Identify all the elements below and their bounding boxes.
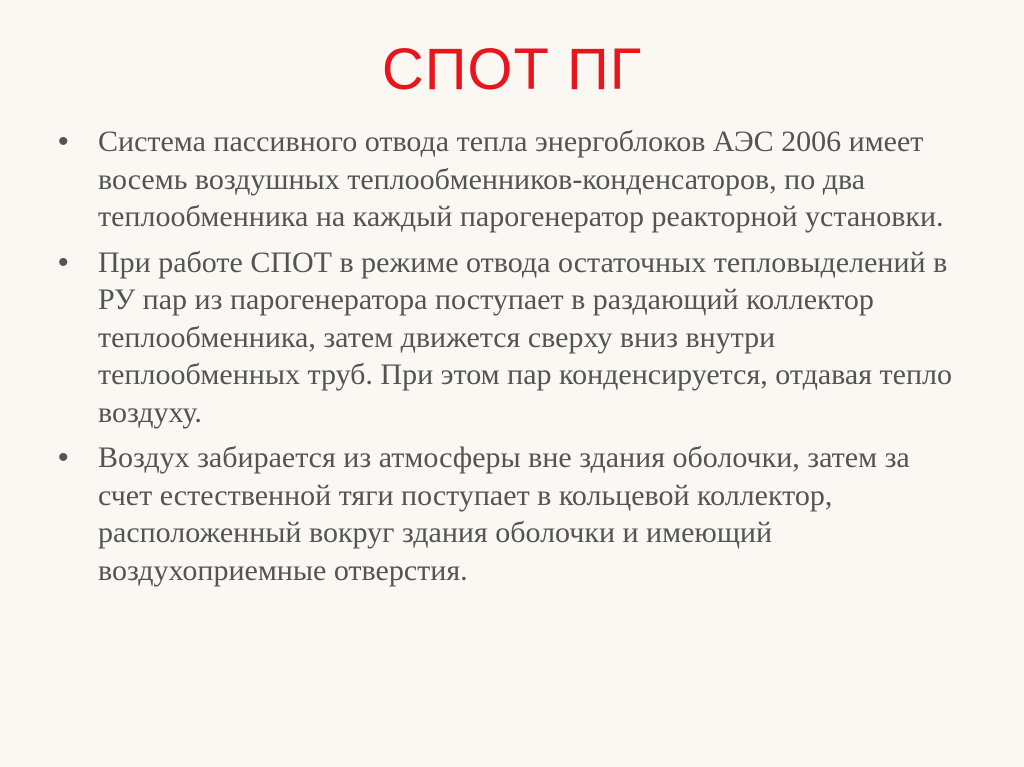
bullet-item-system [58, 123, 958, 236]
bullet-marker: • [58, 125, 69, 158]
bullet-list [58, 123, 958, 597]
bullet-text: Воздух забирается из атмосферы вне здания оболочки, затем за счет естественной тяги поступает в кольцевой коллектор, расположенный вокруг здания оболочки и имеющий воздухоприемные отверстия. [98, 441, 910, 587]
bullet-item-operation [58, 244, 958, 432]
slide-title: СПОТ ПГ [381, 37, 643, 102]
bullet-text: При работе СПОТ в режиме отвода остаточных тепловыделений в РУ пар из парогенератора поступает в раздающий коллектор теплообменника, затем движется сверху вниз внутри теплообменных труб. При этом пар конденсируется, отдавая тепло воздуху. [98, 245, 952, 429]
bullet-marker: • [58, 245, 69, 279]
bullet-marker: • [58, 441, 69, 474]
bullet-text: Система пассивного отвода тепла энергоблоков АЭС 2006 имеет восемь воздушных теплообменников-конденсаторов, по два теплообменника на каждый парогенератор реакторной установки. [98, 125, 944, 233]
bullet-item-air-intake [58, 439, 958, 589]
